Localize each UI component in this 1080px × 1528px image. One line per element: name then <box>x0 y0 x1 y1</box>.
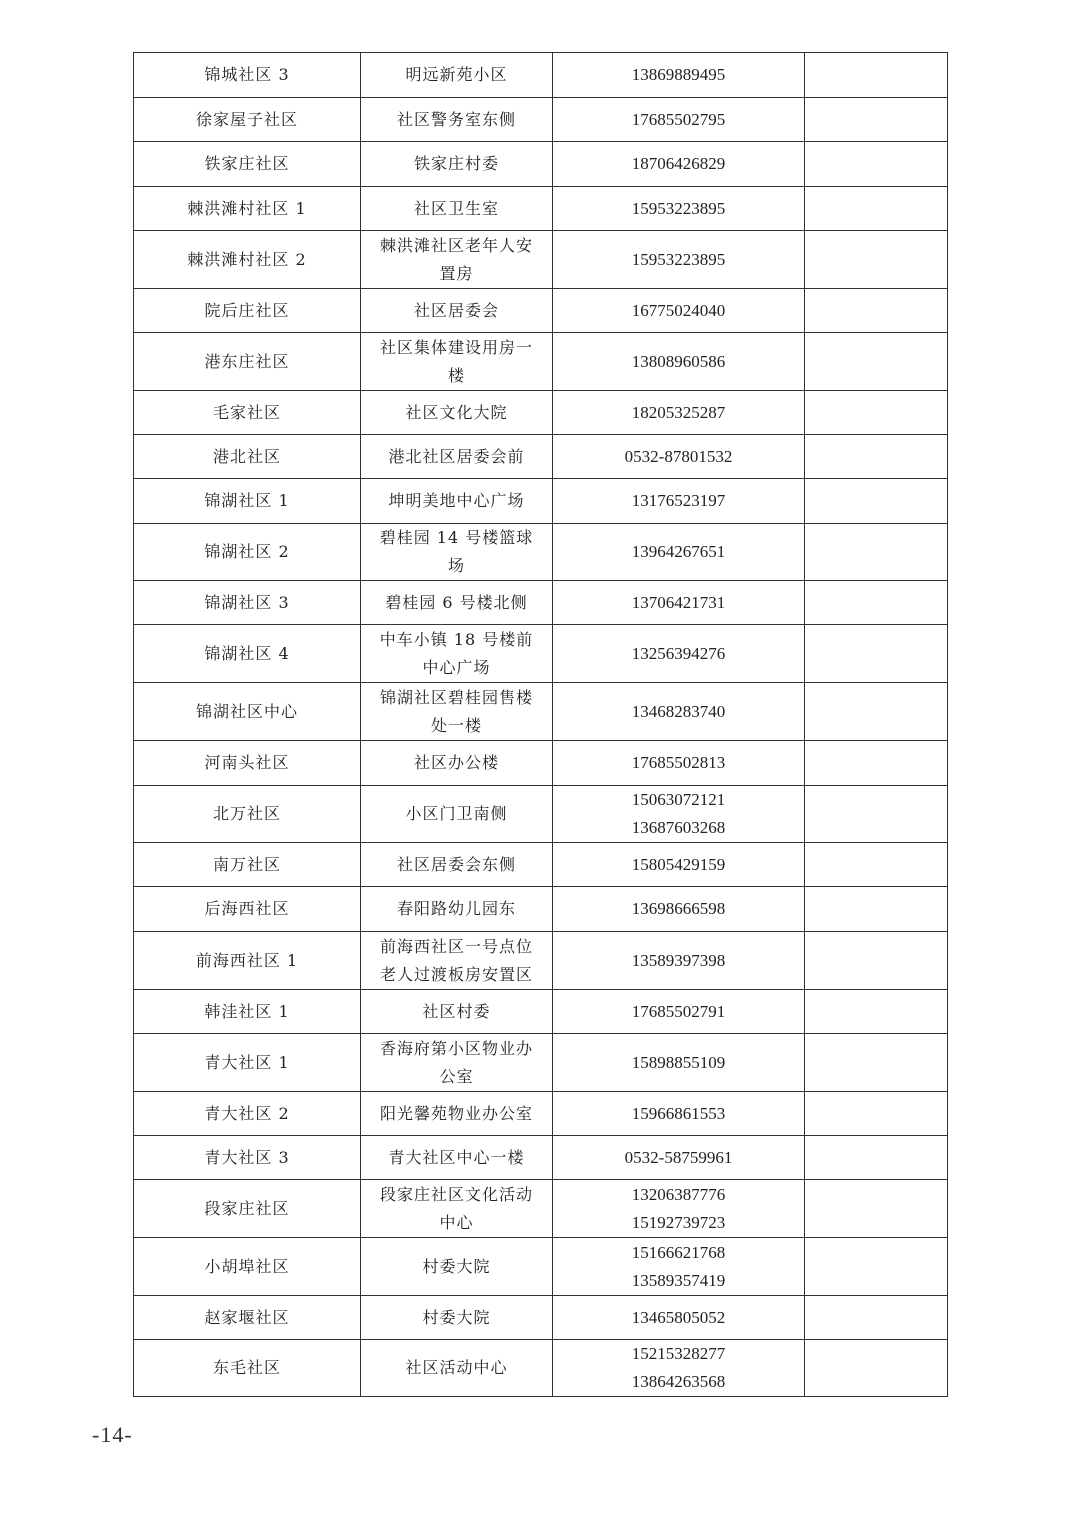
location-cell: 锦湖社区碧桂园售楼处一楼 <box>361 683 553 741</box>
phone-number: 17685502813 <box>631 753 726 772</box>
phone-number: 15898855109 <box>631 1052 726 1072</box>
location-cell: 小区门卫南侧 <box>361 786 553 843</box>
phone-number: 17685502795 <box>631 109 726 129</box>
phone-number: 15192739723 <box>631 1212 726 1232</box>
phone-number: 0532-58759961 <box>624 1147 733 1167</box>
note-cell <box>805 142 948 187</box>
community-cell: 前海西社区 1 <box>134 932 361 990</box>
phone-number: 13206387776 <box>631 1184 726 1204</box>
community-cell: 锦湖社区 1 <box>134 479 361 524</box>
location-cell: 前海西社区一号点位老人过渡板房安置区 <box>361 932 553 990</box>
phone-number: 0532-87801532 <box>624 446 733 466</box>
phone-cell <box>553 625 805 683</box>
community-cell: 锦湖社区 4 <box>134 625 361 683</box>
note-cell <box>805 1034 948 1092</box>
community-cell: 锦湖社区 2 <box>134 524 361 581</box>
location-cell: 碧桂园 14 号楼篮球场 <box>361 524 553 581</box>
table-row <box>134 98 948 142</box>
table-row <box>134 990 948 1034</box>
community-cell: 港北社区 <box>134 435 361 479</box>
location-cell: 阳光馨苑物业办公室 <box>361 1092 553 1136</box>
community-cell: 锦城社区 3 <box>134 53 361 98</box>
note-cell <box>805 479 948 524</box>
table-row <box>134 1092 948 1136</box>
table-row <box>134 479 948 524</box>
note-cell <box>805 187 948 231</box>
note-cell <box>805 887 948 932</box>
phone-cell <box>553 843 805 887</box>
phone-cell <box>553 289 805 333</box>
note-cell <box>805 98 948 142</box>
location-cell: 社区警务室东侧 <box>361 98 553 142</box>
location-cell: 社区活动中心 <box>361 1340 553 1397</box>
location-cell: 社区居委会东侧 <box>361 843 553 887</box>
phone-cell <box>553 333 805 391</box>
community-cell: 铁家庄社区 <box>134 142 361 187</box>
phone-number: 13808960586 <box>631 351 726 371</box>
phone-cell <box>553 1238 805 1296</box>
note-cell <box>805 1340 948 1397</box>
location-cell: 棘洪滩社区老年人安置房 <box>361 231 553 289</box>
table-row <box>134 843 948 887</box>
phone-number: 13465805052 <box>631 1307 726 1327</box>
contact-table <box>133 52 948 1397</box>
note-cell <box>805 391 948 435</box>
community-cell: 锦湖社区 3 <box>134 581 361 625</box>
location-cell: 社区卫生室 <box>361 187 553 231</box>
phone-number: 15966861553 <box>631 1103 726 1123</box>
phone-number: 17685502791 <box>631 1001 726 1021</box>
note-cell <box>805 932 948 990</box>
location-cell: 段家庄社区文化活动中心 <box>361 1180 553 1238</box>
note-cell <box>805 524 948 581</box>
location-cell: 香海府第小区物业办公室 <box>361 1034 553 1092</box>
table-row <box>134 786 948 843</box>
note-cell <box>805 1136 948 1180</box>
phone-number: 13864263568 <box>631 1372 726 1391</box>
location-cell: 铁家庄村委 <box>361 142 553 187</box>
phone-number: 13687603268 <box>631 818 726 837</box>
community-cell: 棘洪滩村社区 2 <box>134 231 361 289</box>
table-row <box>134 1296 948 1340</box>
community-cell: 后海西社区 <box>134 887 361 932</box>
phone-cell <box>553 53 805 98</box>
phone-cell <box>553 142 805 187</box>
phone-cell <box>553 683 805 741</box>
phone-number: 15953223895 <box>631 249 726 269</box>
note-cell <box>805 1180 948 1238</box>
note-cell <box>805 333 948 391</box>
phone-number: 13256394276 <box>631 643 726 663</box>
table-row <box>134 289 948 333</box>
note-cell <box>805 1296 948 1340</box>
phone-number: 13468283740 <box>631 701 726 721</box>
phone-cell <box>553 231 805 289</box>
table-row <box>134 1340 948 1397</box>
location-cell: 社区居委会 <box>361 289 553 333</box>
phone-cell <box>553 932 805 990</box>
community-cell: 段家庄社区 <box>134 1180 361 1238</box>
phone-cell <box>553 1180 805 1238</box>
phone-number: 15166621768 <box>631 1242 726 1262</box>
community-cell: 赵家堰社区 <box>134 1296 361 1340</box>
phone-cell <box>553 581 805 625</box>
note-cell <box>805 53 948 98</box>
table-row <box>134 887 948 932</box>
location-cell: 中车小镇 18 号楼前中心广场 <box>361 625 553 683</box>
community-cell: 院后庄社区 <box>134 289 361 333</box>
community-cell: 小胡埠社区 <box>134 1238 361 1296</box>
location-cell: 社区办公楼 <box>361 741 553 786</box>
phone-cell <box>553 786 805 843</box>
table-row <box>134 333 948 391</box>
phone-cell <box>553 187 805 231</box>
location-cell: 社区集体建设用房一楼 <box>361 333 553 391</box>
community-cell: 棘洪滩村社区 1 <box>134 187 361 231</box>
phone-number: 13176523197 <box>631 491 726 510</box>
phone-number: 15953223895 <box>631 198 726 218</box>
table-row <box>134 142 948 187</box>
note-cell <box>805 625 948 683</box>
table-row <box>134 625 948 683</box>
community-cell: 韩洼社区 1 <box>134 990 361 1034</box>
note-cell <box>805 1092 948 1136</box>
note-cell <box>805 231 948 289</box>
phone-cell <box>553 887 805 932</box>
phone-cell <box>553 1136 805 1180</box>
table-row <box>134 932 948 990</box>
table-row <box>134 231 948 289</box>
table-row <box>134 581 948 625</box>
note-cell <box>805 1238 948 1296</box>
note-cell <box>805 741 948 786</box>
page-number: -14- <box>92 1422 133 1447</box>
phone-number: 13589397398 <box>631 950 726 970</box>
table-row <box>134 391 948 435</box>
phone-number: 13706421731 <box>631 592 726 612</box>
phone-cell <box>553 435 805 479</box>
phone-number: 13869889495 <box>631 65 726 84</box>
community-cell: 东毛社区 <box>134 1340 361 1397</box>
phone-cell <box>553 1092 805 1136</box>
phone-cell <box>553 391 805 435</box>
community-cell: 南万社区 <box>134 843 361 887</box>
location-cell: 社区文化大院 <box>361 391 553 435</box>
community-cell: 锦湖社区中心 <box>134 683 361 741</box>
phone-number: 15063072121 <box>631 790 726 809</box>
note-cell <box>805 843 948 887</box>
table-row <box>134 1034 948 1092</box>
phone-cell <box>553 479 805 524</box>
table-row <box>134 683 948 741</box>
location-cell: 坤明美地中心广场 <box>361 479 553 524</box>
community-cell: 河南头社区 <box>134 741 361 786</box>
community-cell: 青大社区 3 <box>134 1136 361 1180</box>
table-row <box>134 53 948 98</box>
note-cell <box>805 435 948 479</box>
community-cell: 青大社区 2 <box>134 1092 361 1136</box>
phone-number: 13964267651 <box>631 542 726 561</box>
phone-number: 18706426829 <box>631 154 726 173</box>
location-cell: 村委大院 <box>361 1296 553 1340</box>
phone-number: 15215328277 <box>631 1344 726 1363</box>
phone-cell <box>553 98 805 142</box>
note-cell <box>805 289 948 333</box>
note-cell <box>805 683 948 741</box>
community-cell: 青大社区 1 <box>134 1034 361 1092</box>
location-cell: 明远新苑小区 <box>361 53 553 98</box>
location-cell: 社区村委 <box>361 990 553 1034</box>
phone-cell <box>553 524 805 581</box>
note-cell <box>805 786 948 843</box>
table-row <box>134 741 948 786</box>
table-row <box>134 435 948 479</box>
location-cell: 村委大院 <box>361 1238 553 1296</box>
community-cell: 港东庄社区 <box>134 333 361 391</box>
note-cell <box>805 990 948 1034</box>
location-cell: 青大社区中心一楼 <box>361 1136 553 1180</box>
phone-number: 16775024040 <box>631 300 726 320</box>
phone-cell <box>553 1296 805 1340</box>
community-cell: 徐家屋子社区 <box>134 98 361 142</box>
location-cell: 碧桂园 6 号楼北侧 <box>361 581 553 625</box>
note-cell <box>805 581 948 625</box>
phone-number: 18205325287 <box>631 402 726 422</box>
phone-cell <box>553 1340 805 1397</box>
phone-cell <box>553 990 805 1034</box>
location-cell: 港北社区居委会前 <box>361 435 553 479</box>
table-row <box>134 1180 948 1238</box>
table-row <box>134 524 948 581</box>
community-cell: 北万社区 <box>134 786 361 843</box>
phone-cell <box>553 1034 805 1092</box>
phone-number: 13698666598 <box>631 899 726 918</box>
community-cell: 毛家社区 <box>134 391 361 435</box>
table-row <box>134 1238 948 1296</box>
location-cell: 春阳路幼儿园东 <box>361 887 553 932</box>
table-row <box>134 187 948 231</box>
table-row <box>134 1136 948 1180</box>
phone-number: 15805429159 <box>631 854 726 874</box>
phone-cell <box>553 741 805 786</box>
phone-number: 13589357419 <box>631 1270 726 1290</box>
